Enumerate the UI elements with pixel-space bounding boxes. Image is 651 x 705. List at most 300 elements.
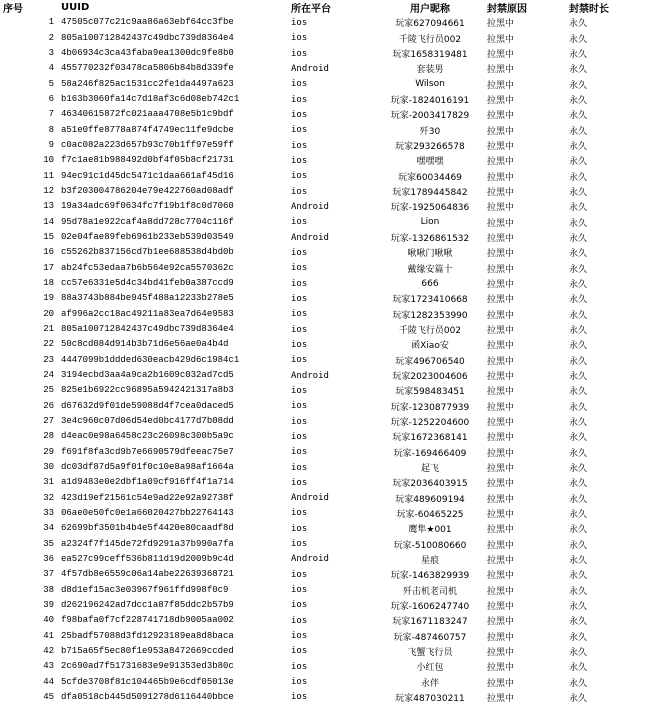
row-index: 36	[43, 553, 54, 564]
table-row	[0, 153, 651, 168]
row-ban-reason: 拉黑中	[487, 402, 515, 413]
table-row	[0, 598, 651, 613]
row-index: 33	[43, 507, 54, 518]
row-index: 37	[43, 569, 54, 580]
row-platform: Android	[291, 554, 329, 565]
row-ban-duration: 永久	[569, 19, 588, 30]
row-platform: ios	[291, 186, 308, 197]
row-uuid: d8d1ef15ac3e03967f961ffd998f0c9	[61, 584, 229, 595]
row-nickname: 玩家1658319481	[392, 50, 468, 61]
row-platform: ios	[291, 247, 308, 258]
row-index: 32	[43, 492, 54, 503]
row-uuid: cc57e6331e5d4c34bd41feb0a387ccd9	[61, 278, 234, 289]
row-nickname: 函Xiao安	[411, 341, 449, 352]
row-index: 40	[43, 615, 54, 626]
row-index: 21	[43, 324, 54, 335]
table-row	[0, 414, 651, 429]
row-index: 6	[48, 94, 54, 105]
row-ban-duration: 永久	[569, 479, 588, 490]
row-ban-duration: 永久	[569, 433, 588, 444]
row-ban-duration: 永久	[569, 50, 588, 61]
row-nickname: 嘿嘿嘿	[416, 157, 444, 168]
table-row	[0, 506, 651, 521]
row-ban-reason: 拉黑中	[487, 433, 515, 444]
row-uuid: c0ac082a223d657b93c70b1ff97e59ff	[61, 140, 234, 151]
row-ban-duration: 永久	[569, 295, 588, 306]
row-platform: ios	[291, 263, 308, 274]
row-ban-reason: 拉黑中	[487, 96, 515, 107]
table-row	[0, 77, 651, 92]
row-index: 19	[43, 293, 54, 304]
row-ban-reason: 拉黑中	[487, 372, 515, 383]
row-index: 18	[43, 278, 54, 289]
table-row	[0, 460, 651, 475]
row-index: 43	[43, 661, 54, 672]
row-platform: ios	[291, 293, 308, 304]
row-platform: ios	[291, 462, 308, 473]
row-index: 11	[43, 170, 54, 181]
row-index: 10	[43, 155, 54, 166]
row-uuid: 805a100712842437c49dbc739d8364e4	[61, 32, 234, 43]
row-nickname: 玩家1723410668	[392, 295, 468, 306]
row-nickname: 玩家1789445842	[392, 188, 468, 199]
row-ban-reason: 拉黑中	[487, 142, 515, 153]
table-row	[0, 123, 651, 138]
row-uuid: 805a100712842437c49dbc739d8364e4	[61, 324, 234, 335]
row-platform: ios	[291, 324, 308, 335]
row-platform: ios	[291, 355, 308, 366]
row-uuid: dfa0518cb445d5091278d6116440bbce	[61, 691, 234, 702]
row-platform: Android	[291, 201, 329, 212]
row-index: 7	[48, 109, 54, 120]
row-ban-duration: 永久	[569, 172, 588, 183]
row-ban-reason: 拉黑中	[487, 310, 515, 321]
row-index: 2	[48, 32, 54, 43]
table-row	[0, 199, 651, 214]
row-ban-duration: 永久	[569, 280, 588, 291]
row-ban-reason: 拉黑中	[487, 540, 515, 551]
row-index: 30	[43, 462, 54, 472]
row-ban-duration: 永久	[569, 34, 588, 45]
row-ban-reason: 拉黑中	[487, 80, 515, 91]
row-uuid: c55262b837156cd7b1ee688538d4bd0b	[61, 247, 234, 258]
row-ban-duration: 永久	[569, 693, 588, 704]
row-nickname: 玩家2023004606	[392, 372, 468, 383]
row-index: 20	[43, 308, 54, 319]
row-ban-duration: 永久	[569, 494, 588, 505]
row-index: 35	[43, 538, 54, 549]
row-index: 27	[43, 416, 54, 427]
row-uuid: a2324f7f145de72fd9291a37b990a7fa	[61, 538, 234, 549]
row-ban-duration: 永久	[569, 525, 588, 536]
row-uuid: 25badf57088d3fd12923189ea8d8baca	[61, 630, 234, 641]
table-row	[0, 31, 651, 46]
row-ban-reason: 拉黑中	[487, 157, 515, 168]
row-index: 38	[43, 584, 54, 595]
row-ban-reason: 拉黑中	[487, 50, 515, 61]
row-platform: ios	[291, 155, 308, 166]
table-row	[0, 674, 651, 689]
table-row	[0, 291, 651, 306]
row-ban-reason: 拉黑中	[487, 601, 515, 612]
row-index: 34	[43, 523, 54, 534]
row-uuid: 3e4c960c07d06d54ed0bc4177d7b08dd	[61, 416, 234, 427]
row-index: 5	[48, 78, 54, 89]
row-uuid: a1d9483e0e2dbf1a09cf916ff4f1a714	[61, 477, 234, 488]
table-row	[0, 659, 651, 674]
table-row	[0, 261, 651, 276]
row-uuid: a51e0ffe8778a874f4749ec11fe9dcbe	[61, 124, 234, 135]
row-ban-reason: 拉黑中	[487, 172, 515, 183]
row-nickname: 玩家-169466409	[393, 448, 467, 459]
row-ban-duration: 永久	[569, 249, 588, 260]
row-nickname: 玩家-1252204600	[390, 418, 470, 429]
table-row	[0, 368, 651, 383]
row-platform: ios	[291, 431, 308, 442]
row-platform: ios	[291, 109, 308, 120]
row-ban-reason: 拉黑中	[487, 479, 515, 490]
table-row	[0, 322, 651, 337]
row-nickname: 星痕	[420, 555, 439, 566]
table-row	[0, 582, 651, 597]
row-ban-reason: 拉黑中	[487, 494, 515, 505]
row-platform: ios	[291, 309, 308, 320]
row-index: 3	[48, 48, 54, 59]
row-ban-reason: 拉黑中	[487, 111, 515, 122]
row-ban-duration: 永久	[569, 402, 588, 413]
row-nickname: 玩家-1824016191	[390, 96, 470, 107]
header-uuid: UUID	[61, 2, 90, 14]
row-ban-duration: 永久	[569, 632, 588, 643]
row-ban-duration: 永久	[569, 555, 588, 566]
row-ban-reason: 拉黑中	[487, 525, 515, 536]
row-uuid: 62699bf3501b4b4e5f4420e80caadf8d	[61, 523, 234, 534]
row-ban-reason: 拉黑中	[487, 632, 515, 643]
row-ban-reason: 拉黑中	[487, 464, 515, 474]
row-ban-duration: 永久	[569, 341, 588, 352]
row-uuid: ab24fc53edaa7b6b564e92ca5570362c	[61, 262, 234, 273]
row-uuid: ea527c99ceff536b811d19d2009b9c4d	[61, 553, 234, 564]
row-uuid: 825e1b6922cc96895a5942421317a8b3	[61, 385, 234, 396]
table-row	[0, 445, 651, 460]
table-row	[0, 169, 651, 184]
row-platform: Android	[291, 63, 329, 74]
row-uuid: 5cfde3708f81c104465b9e6cdf05013e	[61, 676, 234, 687]
row-nickname: 玩家1671183247	[392, 617, 468, 628]
row-ban-duration: 永久	[569, 464, 588, 474]
row-ban-reason: 拉黑中	[487, 326, 515, 337]
table-row	[0, 429, 651, 444]
row-uuid: 50c8cd084d914b3b71d6e56ae0a4b4d	[61, 339, 229, 350]
row-nickname: 玩家293266578	[395, 142, 465, 153]
row-index: 15	[43, 232, 54, 243]
row-ban-reason: 拉黑中	[487, 509, 515, 520]
row-index: 22	[43, 339, 54, 350]
row-uuid: 06ae0e50fc0e1a66020427bb22764143	[61, 507, 234, 518]
row-nickname: 玩家-487460757	[393, 632, 467, 643]
table-row	[0, 353, 651, 368]
row-uuid: f7c1ae81b988492d0bf4f05b8cf21731	[61, 155, 234, 166]
row-ban-reason: 拉黑中	[487, 617, 515, 628]
row-ban-duration: 永久	[569, 617, 588, 628]
row-platform: ios	[291, 17, 308, 28]
row-platform: ios	[291, 140, 308, 151]
row-ban-duration: 永久	[569, 142, 588, 153]
row-ban-reason: 拉黑中	[487, 295, 515, 306]
row-nickname: 玩家1282353990	[392, 310, 468, 321]
row-index: 41	[43, 630, 54, 641]
row-ban-reason: 拉黑中	[487, 249, 515, 260]
row-platform: ios	[291, 600, 308, 611]
row-index: 16	[43, 247, 54, 258]
row-platform: ios	[291, 171, 308, 182]
row-uuid: 58a246f825ac1531cc2fe1da4497a623	[61, 78, 234, 89]
row-index: 12	[43, 186, 54, 197]
row-nickname: 鹰隼★001	[408, 525, 452, 536]
row-uuid: b3f203004786204e79e422760ad08adf	[61, 186, 234, 197]
row-ban-duration: 永久	[569, 448, 588, 459]
table-row	[0, 383, 651, 398]
table-row	[0, 138, 651, 153]
row-ban-reason: 拉黑中	[487, 571, 515, 582]
row-ban-reason: 拉黑中	[487, 203, 515, 214]
row-nickname: 666	[421, 278, 439, 289]
table-row	[0, 521, 651, 536]
table-row	[0, 184, 651, 199]
table-row	[0, 15, 651, 30]
row-platform: ios	[291, 416, 308, 427]
row-index: 29	[43, 446, 54, 457]
row-ban-duration: 永久	[569, 326, 588, 337]
row-platform: Android	[291, 232, 329, 243]
row-ban-duration: 永久	[569, 218, 588, 229]
row-ban-reason: 拉黑中	[487, 341, 515, 352]
row-uuid: 95d78a1e922caf4a8dd728c7704c116f	[61, 216, 234, 227]
row-index: 13	[43, 201, 54, 212]
row-index: 26	[43, 400, 54, 411]
row-ban-reason: 拉黑中	[487, 418, 515, 429]
table-row	[0, 61, 651, 76]
row-index: 9	[48, 140, 54, 151]
row-uuid: b163b3060fa14c7d18af3c6d08eb742c1	[61, 94, 240, 105]
row-platform: ios	[291, 48, 308, 59]
row-uuid: d67632d9f01de59088d4f7cea0daced5	[61, 400, 234, 411]
row-ban-duration: 永久	[569, 418, 588, 429]
row-uuid: 4447099b1ddded630eacb429d6c1984c1	[61, 354, 240, 365]
row-platform: ios	[291, 385, 308, 396]
table-row	[0, 230, 651, 245]
table-row	[0, 690, 651, 705]
row-ban-reason: 拉黑中	[487, 555, 515, 566]
row-index: 1	[48, 17, 54, 28]
row-ban-duration: 永久	[569, 203, 588, 214]
row-nickname: 歼击机老司机	[402, 586, 457, 597]
row-nickname: 永伴	[420, 678, 439, 689]
row-index: 28	[43, 431, 54, 442]
table-row	[0, 552, 651, 567]
row-nickname: 小红包	[416, 663, 444, 674]
row-index: 42	[43, 645, 54, 656]
row-uuid: 4b06934c3ca43faba9ea1300dc9fe8b0	[61, 48, 234, 59]
row-uuid: d4eac0e98a6458c23c26098c300b5a9c	[61, 431, 234, 442]
row-index: 24	[43, 370, 54, 381]
row-ban-duration: 永久	[569, 387, 588, 398]
row-nickname: 玩家60034469	[398, 172, 462, 183]
header-nickname: 用户昵称	[410, 4, 450, 16]
table-row	[0, 613, 651, 628]
header-reason: 封禁原因	[487, 4, 527, 16]
row-platform: ios	[291, 569, 308, 580]
row-ban-duration: 永久	[569, 586, 588, 597]
row-platform: ios	[291, 401, 308, 412]
row-ban-duration: 永久	[569, 663, 588, 674]
row-ban-duration: 永久	[569, 111, 588, 122]
row-index: 23	[43, 354, 54, 365]
row-nickname: 戴缘安篇十	[407, 264, 453, 275]
row-ban-reason: 拉黑中	[487, 218, 515, 229]
row-ban-reason: 拉黑中	[487, 647, 515, 658]
row-nickname: 玩家489609194	[395, 494, 465, 505]
row-uuid: 4f57db8e6559c06a14abe22639368721	[61, 569, 234, 580]
row-ban-duration: 永久	[569, 188, 588, 199]
row-nickname: 玩家-510080660	[393, 540, 467, 551]
row-nickname: 千陵飞行员002	[398, 326, 462, 337]
row-ban-reason: 拉黑中	[487, 126, 515, 137]
row-index: 8	[48, 124, 54, 135]
row-nickname: 玩家598483451	[395, 387, 465, 398]
table-row	[0, 491, 651, 506]
row-platform: Android	[291, 370, 329, 381]
row-nickname: 啾啾门啾啾	[407, 249, 453, 260]
row-uuid: 455770232f03478ca5806b84b8d339fe	[61, 63, 234, 74]
header-index: 序号	[3, 4, 23, 16]
row-ban-reason: 拉黑中	[487, 65, 515, 76]
row-ban-duration: 永久	[569, 264, 588, 275]
row-platform: ios	[291, 79, 308, 90]
row-ban-reason: 拉黑中	[487, 448, 515, 459]
row-platform: ios	[291, 278, 308, 289]
table-row	[0, 307, 651, 322]
row-nickname: 套装男	[416, 65, 444, 76]
row-platform: ios	[291, 125, 308, 136]
table-row	[0, 245, 651, 260]
row-nickname: 玩家627094661	[395, 19, 465, 30]
row-uuid: f691f8fa3cd9b7e6690579dfeeac75e7	[61, 446, 234, 457]
header-row	[0, 0, 651, 15]
row-ban-reason: 拉黑中	[487, 678, 515, 689]
row-uuid: af996a2cc18ac49211a83ea7d64e9583	[61, 308, 234, 319]
row-nickname: 玩家-1606247740	[390, 601, 470, 612]
row-uuid: 3194ecbd3aa4a9ca2b1609c032ad7cd5	[61, 370, 234, 381]
row-platform: ios	[291, 539, 308, 550]
row-ban-duration: 永久	[569, 509, 588, 520]
row-index: 25	[43, 385, 54, 396]
row-ban-reason: 拉黑中	[487, 234, 515, 245]
row-platform: ios	[291, 631, 308, 642]
row-ban-duration: 永久	[569, 678, 588, 689]
row-index: 45	[43, 691, 54, 702]
row-platform: ios	[291, 217, 308, 228]
row-ban-reason: 拉黑中	[487, 586, 515, 597]
row-uuid: 423d19ef21561c54e9ad22e92a92738f	[61, 492, 234, 503]
header-platform: 所在平台	[291, 4, 331, 16]
row-platform: ios	[291, 585, 308, 596]
row-ban-reason: 拉黑中	[487, 387, 515, 398]
row-ban-duration: 永久	[569, 601, 588, 612]
row-platform: Android	[291, 493, 329, 504]
row-ban-reason: 拉黑中	[487, 264, 515, 275]
row-uuid: 2c690ad7f51731683e9e91353ed3b80c	[61, 661, 234, 672]
row-nickname: 起飞	[420, 464, 439, 474]
row-ban-duration: 永久	[569, 126, 588, 137]
row-platform: ios	[291, 615, 308, 626]
row-uuid: dc03df87d5a9f01f0c10e8a98af1664a	[61, 462, 234, 472]
row-uuid: d262196242ad7dcc1a87f85ddc2b57b9	[61, 599, 234, 610]
row-platform: ios	[291, 646, 308, 657]
row-uuid: 88a3743b884be945f488a12233b278e5	[61, 293, 234, 304]
row-nickname: 玩家487030211	[395, 693, 465, 704]
row-ban-reason: 拉黑中	[487, 188, 515, 199]
row-ban-duration: 永久	[569, 310, 588, 321]
row-ban-duration: 永久	[569, 571, 588, 582]
table-row	[0, 46, 651, 61]
row-nickname: Wilson	[415, 79, 445, 90]
row-ban-duration: 永久	[569, 234, 588, 245]
row-uuid: 46340615872fc021aaa4708e5b1c9bdf	[61, 109, 234, 120]
row-index: 39	[43, 599, 54, 610]
row-ban-reason: 拉黑中	[487, 34, 515, 45]
row-uuid: b715a65f5ec80f1e953a8472669ccded	[61, 645, 234, 656]
row-nickname: 千陵飞行员002	[398, 34, 462, 45]
row-nickname: 玩家-60465225	[396, 509, 464, 520]
row-nickname: 玩家-1326861532	[390, 234, 470, 245]
row-platform: ios	[291, 661, 308, 672]
row-ban-duration: 永久	[569, 65, 588, 76]
row-index: 17	[43, 262, 54, 273]
row-ban-duration: 永久	[569, 96, 588, 107]
row-index: 14	[43, 216, 54, 227]
table-row	[0, 107, 651, 122]
table-row	[0, 536, 651, 551]
table-row	[0, 567, 651, 582]
row-platform: ios	[291, 508, 308, 519]
table-row	[0, 644, 651, 659]
row-nickname: Lion	[420, 217, 440, 228]
row-nickname: 玩家-1925064836	[390, 203, 470, 214]
row-ban-reason: 拉黑中	[487, 693, 515, 704]
row-index: 31	[43, 477, 54, 488]
row-index: 4	[48, 63, 54, 74]
row-uuid: 02e04fae89feb6961b233eb539d03549	[61, 232, 234, 243]
table-row	[0, 628, 651, 643]
row-platform: ios	[291, 339, 308, 350]
row-nickname: 玩家1672368141	[392, 433, 468, 444]
row-ban-reason: 拉黑中	[487, 663, 515, 674]
table-row	[0, 215, 651, 230]
row-ban-duration: 永久	[569, 356, 588, 367]
row-index: 44	[43, 676, 54, 687]
table-row	[0, 92, 651, 107]
row-ban-duration: 永久	[569, 157, 588, 168]
row-platform: ios	[291, 477, 308, 488]
row-ban-duration: 永久	[569, 647, 588, 658]
row-uuid: 47505c077c21c9aa86a63ebf64cc3fbe	[61, 17, 234, 28]
row-ban-reason: 拉黑中	[487, 356, 515, 367]
row-uuid: 19a34adc69f0634fc7f19b1f8c0d7060	[61, 201, 234, 212]
row-nickname: 玩家-1230877939	[390, 402, 470, 413]
row-nickname: 玩家-1463829939	[390, 571, 470, 582]
table-row	[0, 337, 651, 352]
